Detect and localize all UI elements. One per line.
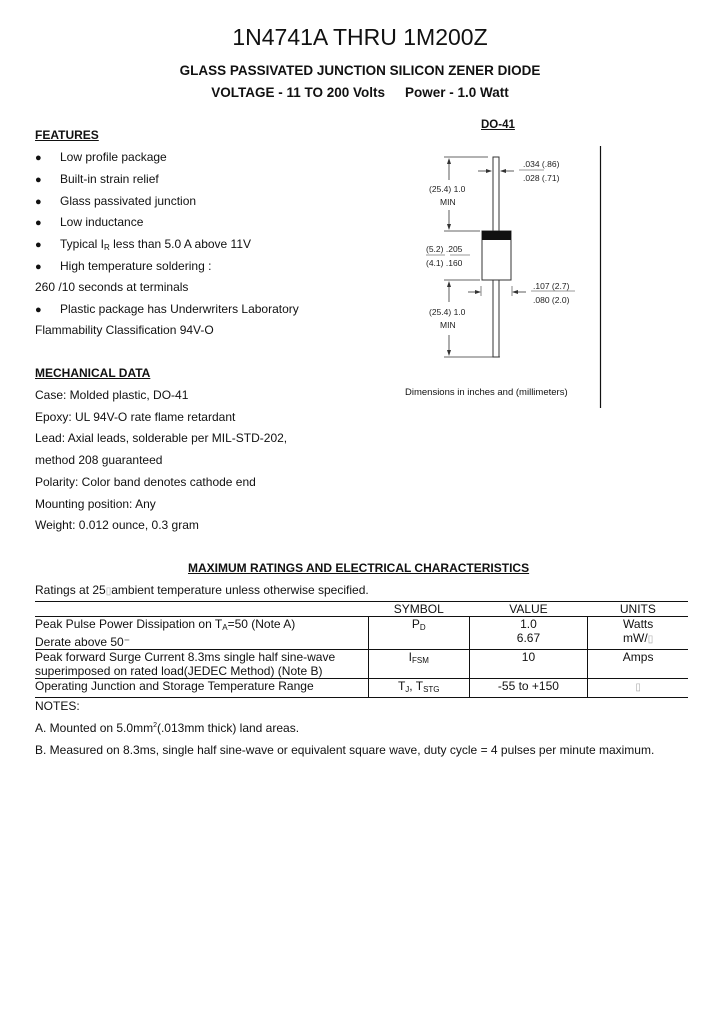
ratings-condition-note: Ratings at 25▯ambient temperature unless otherwise specified. bbox=[35, 583, 369, 597]
column-header-units: UNITS bbox=[588, 602, 688, 617]
mechanical-item: Polarity: Color band denotes cathode end bbox=[35, 474, 256, 489]
feature-text: High temperature soldering : bbox=[60, 259, 212, 273]
bullet-icon: ● bbox=[35, 152, 42, 164]
ratings-heading: MAXIMUM RATINGS AND ELECTRICAL CHARACTERISTICS bbox=[188, 561, 530, 575]
bullet-icon: ● bbox=[35, 196, 42, 208]
mechanical-item: Case: Molded plastic, DO-41 bbox=[35, 388, 189, 402]
feature-text: Plastic package has Underwriters Laboratory bbox=[60, 302, 299, 316]
bottom-lead-length: (25.4) 1.0 bbox=[429, 307, 466, 317]
dimensions-caption: Dimensions in inches and (millimeters) bbox=[405, 387, 568, 398]
note-b: B. Measured on 8.3ms, single half sine-wave or equivalent square wave, duty cycle = 4 pulses per minute maximum. bbox=[35, 743, 655, 757]
units-cell: ▯ bbox=[588, 679, 688, 698]
voltage-range: VOLTAGE - 11 TO 200 Volts bbox=[211, 85, 386, 100]
value-cell: -55 to +150 bbox=[469, 679, 588, 698]
note-a: A. Mounted on $5.0mm^2(.013mm$ thick) land areas. bbox=[35, 721, 300, 735]
package-label: DO-41 bbox=[481, 119, 515, 131]
parameter-cell: Peak Pulse Power Dissipation on $T_A=50$ (Note A) Derate above 50⁻ bbox=[35, 617, 368, 650]
mechanical-heading: MECHANICAL DATA bbox=[35, 366, 151, 380]
column-header-parameter bbox=[35, 602, 368, 617]
top-lead-length: (25.4) 1.0 bbox=[429, 184, 466, 194]
body-length-min: (4.1) .160 bbox=[426, 258, 463, 268]
table-header-row bbox=[35, 602, 688, 617]
feature-text: 260 /10 seconds at terminals bbox=[35, 280, 189, 294]
ratings-table bbox=[35, 601, 688, 698]
feature-text: Built-in strain relief bbox=[60, 172, 159, 186]
do41-package-drawing bbox=[0, 0, 720, 420]
value-cell: 1.0 6.67 bbox=[469, 617, 588, 650]
feature-text: Glass passivated junction bbox=[60, 194, 197, 208]
bullet-icon: ● bbox=[35, 261, 42, 273]
value-cell: 10 bbox=[469, 650, 588, 679]
table-row bbox=[35, 679, 688, 698]
bullet-icon: ● bbox=[35, 239, 42, 251]
table-row bbox=[35, 617, 688, 650]
lead-diameter-max: .034 (.86) bbox=[523, 159, 560, 169]
body-length-max: (5.2) .205 bbox=[426, 244, 463, 254]
column-header-symbol: SYMBOL bbox=[368, 602, 469, 617]
symbol-cell: $I_{FSM}$ bbox=[368, 650, 469, 679]
body-diameter-min: .080 (2.0) bbox=[533, 295, 570, 305]
parameter-cell: Peak forward Surge Current 8.3ms single half sine-wave superimposed on rated load(JEDEC Method) (Note B) bbox=[35, 650, 368, 679]
parameter-cell: Operating Junction and Storage Temperature Range bbox=[35, 679, 368, 698]
document-subtitle: GLASS PASSIVATED JUNCTION SILICON ZENER DIODE bbox=[179, 63, 541, 78]
bottom-lead-length-min: MIN bbox=[440, 320, 456, 330]
column-header-value: VALUE bbox=[469, 602, 588, 617]
bullet-icon: ● bbox=[35, 174, 42, 186]
mechanical-item: Mounting position: Any bbox=[35, 496, 156, 511]
bullet-icon: ● bbox=[35, 304, 42, 316]
mechanical-item: Epoxy: UL 94V-O rate flame retardant bbox=[35, 409, 236, 424]
table-row bbox=[35, 650, 688, 679]
lead-diameter-min: .028 (.71) bbox=[523, 173, 560, 183]
mechanical-item: method 208 guaranteed bbox=[35, 453, 163, 468]
mechanical-item: Weight: 0.012 ounce, 0.3 gram bbox=[35, 518, 199, 533]
mechanical-item: Lead: Axial leads, solderable per MIL-STD-202, bbox=[35, 431, 288, 446]
feature-text: Low inductance bbox=[60, 215, 144, 229]
symbol-cell: $T_J$, $T_{STG}$ bbox=[368, 679, 469, 698]
feature-text: Low profile package bbox=[60, 150, 167, 164]
features-heading: FEATURES bbox=[35, 128, 99, 142]
body-diameter-max: .107 (2.7) bbox=[533, 281, 570, 291]
power-rating: Power - 1.0 Watt bbox=[405, 85, 509, 100]
symbol-cell: $P_D$ bbox=[368, 617, 469, 650]
units-cell: Amps bbox=[588, 650, 688, 679]
document-title: 1N4741A THRU 1M200Z bbox=[232, 24, 488, 50]
units-cell: Watts mW/▯ bbox=[588, 617, 688, 650]
feature-text: Typical $I_R$ less than 5.0 A above 11V bbox=[60, 237, 252, 252]
notes-heading: NOTES: bbox=[35, 699, 80, 713]
top-lead-length-min: MIN bbox=[440, 197, 456, 207]
bullet-icon: ● bbox=[35, 217, 42, 229]
feature-text: Flammability Classification 94V-O bbox=[35, 323, 214, 337]
